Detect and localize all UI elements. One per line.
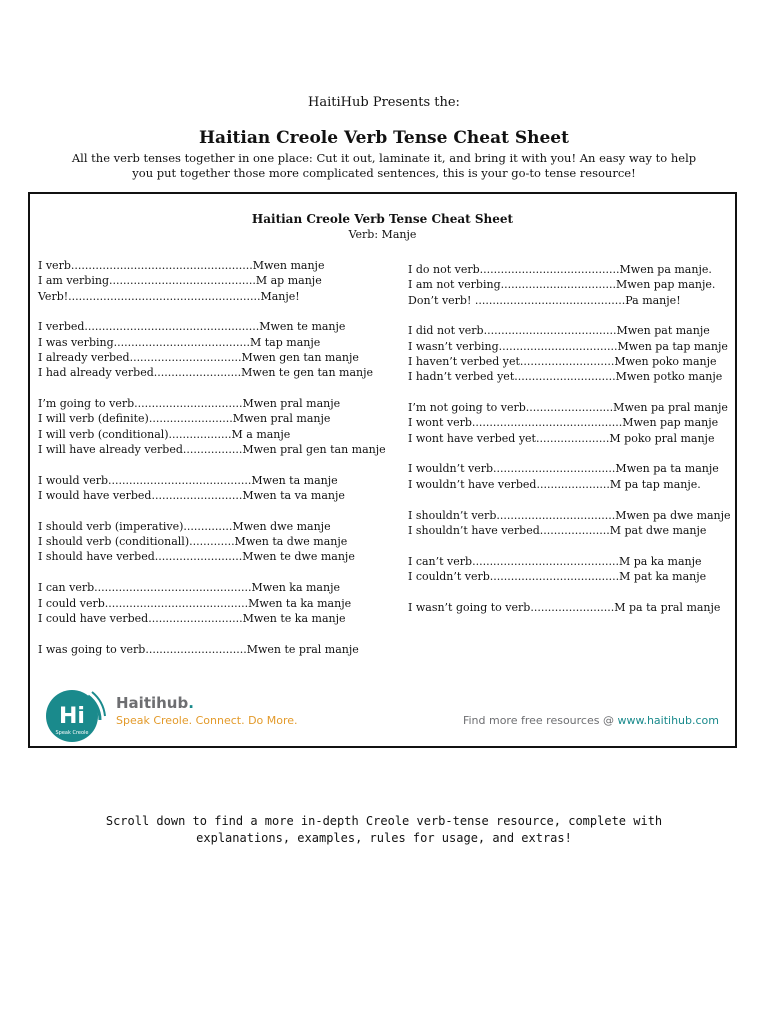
tense-row: I couldn’t verb.....................................M pat ka manje [408, 569, 707, 583]
tense-row: I was verbing.......................................M tap manje [38, 335, 321, 349]
presents-line: HaitiHub Presents the: [308, 95, 460, 110]
tense-row: I’m not going to verb.........................Mwen pa pral manje [408, 401, 728, 415]
tense-group [38, 258, 368, 304]
sheet-subtitle: Verb: Manje [348, 228, 417, 241]
tense-row: I would verb.........................................Mwen ta manje [38, 473, 338, 487]
tense-row: I can verb.............................................Mwen ka manje [38, 581, 340, 595]
tense-row: I will verb (conditional)..................M a manje [38, 427, 291, 441]
logo-letters: Hi [59, 704, 85, 729]
tense-row: I could verb.........................................Mwen ta ka manje [38, 596, 352, 610]
tense-row: I will have already verbed.................Mwen pral gen tan manje [38, 442, 386, 456]
logo-caption: Speak Creole [55, 730, 89, 736]
tense-group [408, 600, 728, 615]
tense-group [38, 473, 368, 504]
tense-group [38, 519, 368, 565]
page-title: Haitian Creole Verb Tense Cheat Sheet [199, 128, 569, 148]
tense-row: I wouldn’t verb...................................Mwen pa ta manje [408, 462, 719, 476]
tense-row: I had already verbed.........................Mwen te gen tan manje [38, 366, 374, 380]
tense-row: I wont have verbed yet.....................M poko pral manje [408, 431, 715, 445]
tense-group [38, 642, 368, 657]
tense-row: I should have verbed.........................Mwen te dwe manje [38, 550, 355, 564]
tense-row: I already verbed................................Mwen gen tan manje [38, 350, 359, 364]
tense-group [408, 323, 728, 384]
tense-row: I was going to verb.............................Mwen te pral manje [38, 642, 359, 656]
tense-group [408, 461, 728, 492]
brand-name-text: Haitihub [116, 694, 189, 712]
left-column [38, 258, 386, 672]
tense-row: I wouldn’t have verbed.....................M pa tap manje. [408, 477, 701, 491]
tense-row: I wasn’t going to verb........................M pa ta pral manje [408, 600, 721, 614]
sheet-title: Haitian Creole Verb Tense Cheat Sheet [251, 212, 514, 226]
tense-group [408, 400, 728, 446]
cheat-sheet-box [28, 192, 737, 748]
resources-text: Find more free resources @ [462, 714, 618, 727]
tense-row: Don’t verb! ...........................................Pa manje! [408, 293, 681, 307]
tense-group [408, 554, 728, 585]
footer-note: Scroll down to find a more in-depth Creole verb-tense resource, complete with explanations, examples, rules for usage, and extras! [105, 814, 663, 845]
tense-row: I can’t verb..........................................M pa ka manje [408, 554, 702, 568]
tense-row: I verbed..................................................Mwen te manje [38, 320, 346, 334]
tense-row: I would have verbed..........................Mwen ta va manje [38, 489, 345, 503]
tense-group [408, 508, 731, 539]
resources-line [463, 714, 719, 727]
tense-row: I could have verbed...........................Mwen te ka manje [38, 611, 346, 625]
tense-row: I verb....................................................Mwen manje [38, 259, 325, 272]
tense-row: I’m going to verb...............................Mwen pral manje [38, 397, 341, 411]
tense-row: I shouldn’t have verbed....................M pat dwe manje [408, 523, 707, 537]
brand-name [116, 694, 194, 712]
tense-group [38, 396, 386, 457]
haitihub-logo-icon [42, 686, 106, 744]
brand-tagline: Speak Creole. Connect. Do More. [116, 714, 298, 727]
tense-row: I should verb (imperative)..............Mwen dwe manje [38, 519, 331, 533]
tense-row: I will verb (definite)........................Mwen pral manje [38, 412, 331, 426]
tense-row: I haven’t verbed yet...........................Mwen poko manje [408, 354, 717, 368]
tense-group [408, 262, 728, 308]
tense-group [38, 319, 374, 380]
tense-row: I am not verbing.................................Mwen pap manje. [408, 278, 716, 292]
intro-paragraph: All the verb tenses together in one place: Cut it out, laminate it, and bring it with you! An easy way to help you put together those more complicated sentences, this is your go-to tense resource! [71, 151, 697, 180]
haitihub-link[interactable]: www.haitihub.com [617, 714, 719, 727]
brand-name-dot: . [188, 694, 194, 712]
tense-row: I wasn’t verbing..................................Mwen pa tap manje [408, 339, 728, 353]
tense-row: Verb!.......................................................Manje! [38, 289, 300, 303]
tense-row: I did not verb......................................Mwen pat manje [408, 324, 710, 338]
tense-row: I am verbing..........................................M ap manje [38, 274, 322, 288]
tense-group [38, 580, 368, 626]
tense-row: I do not verb........................................Mwen pa manje. [408, 263, 712, 276]
tense-row: I should verb (conditionall).............Mwen ta dwe manje [38, 535, 348, 549]
tense-row: I hadn’t verbed yet.............................Mwen potko manje [408, 370, 723, 384]
tense-row: I shouldn’t verb..................................Mwen pa dwe manje [408, 508, 731, 522]
right-column [408, 262, 731, 631]
tense-row: I wont verb...........................................Mwen pap manje [408, 416, 719, 430]
